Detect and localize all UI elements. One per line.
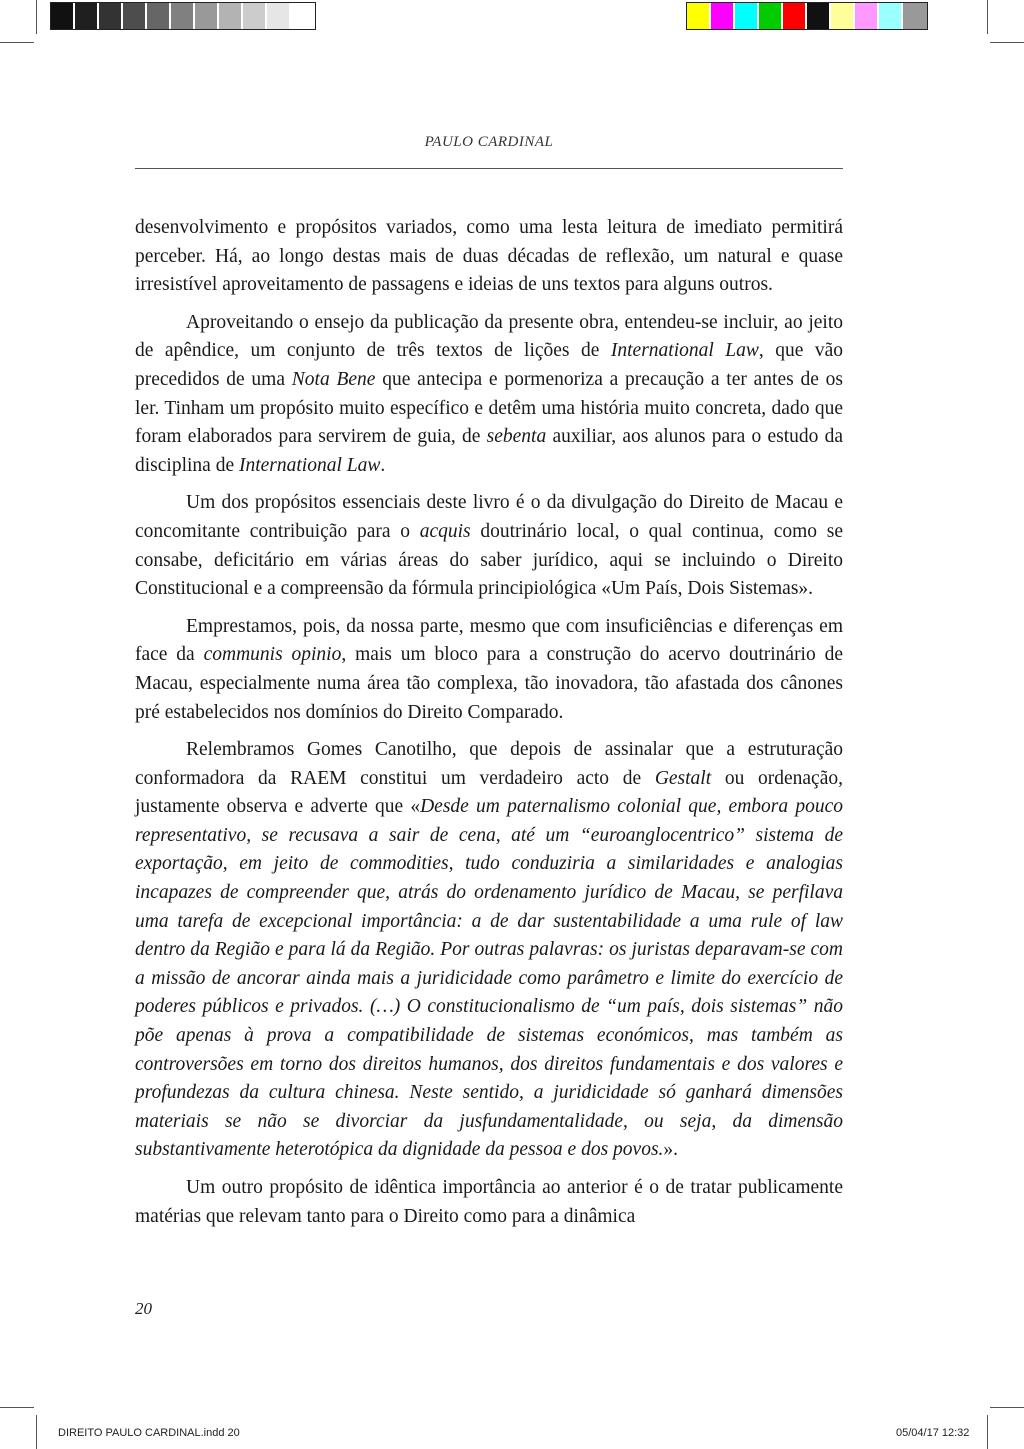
paragraph-3-text-a: Um dos propósitos essenciais deste livro é o da divulgação do Direito de Macau e concomitante contribuição para o: [135, 492, 843, 542]
gray-swatch: [267, 3, 291, 29]
color-swatch: [735, 3, 759, 29]
paragraph-3-italic-1: acquis: [419, 520, 471, 542]
paragraph-6: Um outro propósito de idêntica importância ao anterior é o de tratar publicamente matérias que relevam tanto para o Direito como para a dinâmica: [135, 1177, 843, 1227]
gray-swatch: [219, 3, 243, 29]
crop-mark-top-right-h: [990, 42, 1024, 43]
slug-timestamp: 05/04/17 12:32: [896, 1427, 970, 1439]
gray-swatch: [171, 3, 195, 29]
crop-mark-bottom-right-v: [987, 1415, 988, 1449]
header-rule: [135, 168, 843, 169]
color-calibration-strip: [686, 2, 928, 30]
crop-mark-bottom-left-h: [0, 1407, 34, 1408]
gray-swatch: [147, 3, 171, 29]
crop-mark-bottom-left-v: [36, 1415, 37, 1449]
color-swatch: [807, 3, 831, 29]
paragraph-2-text-c: que antecipa e pormenoriza a precaução a ter antes de os ler. Tinham um propósito muito específico e detêm uma história muito concreta, dado que foram elaborados para servirem de guia, de: [135, 368, 843, 448]
color-swatch: [879, 3, 903, 29]
paragraph-5-text-b: ou ordenação, justamente observa e adverte que «: [135, 767, 843, 818]
paragraph-1: desenvolvimento e propósitos variados, como uma lesta leitura de imediato permitirá perceber. Há, ao longo destas mais de duas décadas de reflexão, um natural e quase irresistível aproveitamento de passagens e ideias de uns textos para alguns outros.: [135, 217, 843, 296]
paragraph-2-text-d: auxiliar, aos alunos para o estudo da disciplina de: [135, 426, 843, 476]
grayscale-calibration-strip: [50, 2, 316, 30]
gray-swatch: [291, 3, 315, 29]
gray-swatch: [99, 3, 123, 29]
paragraph-4-text-b: , mais um bloco para a construção do acervo doutrinário de Macau, especialmente numa área tão complexa, tão inovadora, tão afastada dos cânones pré estabelecidos nos domínios do Direito Comparado.: [135, 644, 843, 723]
gray-swatch: [51, 3, 75, 29]
gray-swatch: [123, 3, 147, 29]
paragraph-2-italic-2: Nota Bene: [291, 368, 376, 390]
paragraph-2-italic-3: sebenta: [486, 426, 547, 448]
paragraph-5-quotation: Desde um paternalismo colonial que, embora pouco representativo, se recusava a sair de cena, até um “euroanglocentrico” sistema de exportação, em jeito de commodities, tudo conduziria a similaridades e analogias incapazes de compreender que, atrás do ordenamento jurídico de Macau, se perfilava uma tarefa de excepcional importância: a de dar sustentabilidade a uma rule of law dentro da Região e para lá da Região. Por outras palavras: os juristas deparavam-se com a missão de ancorar ainda mais a juridicidade como parâmetro e limite do exercício de poderes públicos e privados. (…) O constitucionalismo de “um país, dois sistemas” não põe apenas à prova a compatibilidade de sistemas económicos, mas também as controversões em torno dos direitos humanos, dos direitos fundamentais e dos valores e profundezas da cultura chinesa. Neste sentido, a juridicidade só ganhará dimensões materiais se não se divorciar da jusfundamentalidade, ou seja, da dimensão substantivamente heterotópica da dignidade da pessoa e dos povos.: [135, 796, 843, 1161]
paragraph-5-italic-1: Gestalt: [654, 767, 712, 789]
color-swatch: [855, 3, 879, 29]
gray-swatch: [75, 3, 99, 29]
slug-filename: DIREITO PAULO CARDINAL.indd 20: [58, 1427, 240, 1439]
paragraph-3: [135, 489, 843, 603]
paragraph-2-text-b: , que vão precedidos de uma: [135, 340, 843, 390]
crop-mark-top-left-h: [0, 42, 34, 43]
crop-mark-top-left-v: [36, 0, 37, 34]
page-number: 20: [135, 1299, 152, 1318]
paragraph-4: [135, 613, 843, 727]
color-swatch: [759, 3, 783, 29]
running-header-title: PAULO CARDINAL: [424, 134, 554, 150]
crop-mark-bottom-right-h: [990, 1407, 1024, 1408]
color-swatch: [687, 3, 711, 29]
paragraph-2-italic-1: International Law: [610, 340, 759, 362]
paragraph-4-text-a: Emprestamos, pois, da nossa parte, mesmo que com insuficiências e diferenças em face da: [135, 615, 843, 666]
crop-mark-top-right-v: [987, 0, 988, 34]
paragraph-2-italic-4: International Law: [238, 454, 381, 476]
color-swatch: [711, 3, 735, 29]
paragraph-3-text-b: doutrinário local, o qual continua, como se consabe, deficitário em várias áreas do saber jurídico, aqui se incluindo o Direito Constitucional e a compreensão da fórmula principiológica «Um País, Dois Sistemas».: [135, 520, 844, 600]
paragraph-2-text-e: .: [380, 454, 386, 476]
color-swatch: [831, 3, 855, 29]
paragraph-2: [135, 309, 843, 481]
paragraph-2-text-a: Aproveitando o ensejo da publicação da presente obra, entendeu-se incluir, ao jeito de apêndice, um conjunto de três textos de lições de: [135, 311, 843, 362]
gray-swatch: [195, 3, 219, 29]
color-swatch: [783, 3, 807, 29]
body-text: [135, 214, 843, 1240]
color-swatch: [903, 3, 927, 29]
paragraph-5-text-a: Relembramos Gomes Canotilho, que depois de assinalar que a estruturação conformadora da RAEM constitui um verdadeiro acto de: [135, 739, 843, 789]
gray-swatch: [243, 3, 267, 29]
paragraph-4-italic-1: communis opinio: [203, 644, 342, 666]
paragraph-5: [135, 736, 843, 1165]
paragraph-5-text-c: ».: [663, 1139, 679, 1161]
